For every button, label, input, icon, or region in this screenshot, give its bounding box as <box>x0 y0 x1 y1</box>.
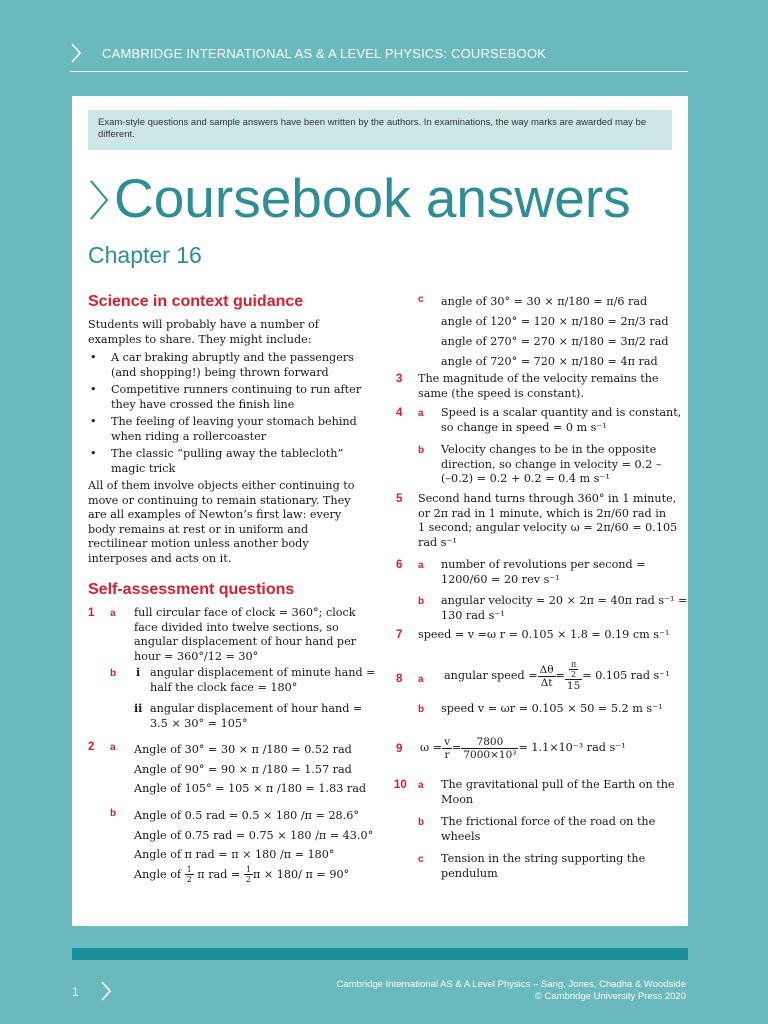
part-label: a <box>418 674 424 685</box>
part-label: b <box>110 808 117 819</box>
part-label: a <box>110 608 116 619</box>
answer-line: angular displacement of hour hand = <box>150 702 363 715</box>
answer-line: angle of 30° = 30 × π/180 = π/6 rad <box>441 295 648 308</box>
answer-line: Second hand turns through 360° in 1 minute, <box>418 492 677 505</box>
page-title-text: Coursebook answers <box>114 167 631 229</box>
chevron-right-icon <box>70 42 82 64</box>
equation-text: = <box>452 740 462 754</box>
numerator: 7800 <box>461 736 518 749</box>
numerator: 1 <box>186 865 192 874</box>
answer-line: 1200/60 = 20 rev s⁻¹ <box>441 572 560 586</box>
question-number: 10 <box>394 779 407 791</box>
question-number: 4 <box>396 407 403 419</box>
numerator: v <box>444 735 450 748</box>
right-column <box>392 292 688 888</box>
answer-line: The gravitational pull of the Earth on the <box>441 778 675 791</box>
question-8 <box>392 650 682 720</box>
list-item-text: The classic “pulling away the tablecloth” magic trick <box>111 447 344 475</box>
numerator: Δθ <box>539 663 554 676</box>
bullet-icon: • <box>90 415 97 428</box>
question-3 <box>392 372 682 406</box>
footer-credits <box>337 979 686 1003</box>
part-label: a <box>418 780 424 791</box>
answer-line: 3.5 × 30° = 105° <box>150 716 248 730</box>
running-header <box>0 0 768 80</box>
footer-copyright: © Cambridge University Press 2020 <box>534 991 686 1002</box>
fraction <box>569 660 578 679</box>
science-context-intro: Students will probably have a number of examples to share. They might include: <box>88 318 319 346</box>
part-label: c <box>418 854 424 865</box>
question-9 <box>392 720 682 764</box>
denominator: 2 <box>245 875 251 884</box>
list-item-text: A car braking abruptly and the passengers (and shopping!) being thrown forward <box>111 351 354 379</box>
fraction <box>185 865 194 884</box>
denominator: Δt <box>540 676 553 689</box>
denominator: 7000×10³ <box>463 748 517 761</box>
part-label: b <box>418 445 425 456</box>
answer-line: angle of 720° = 720 × π/180 = 4π rad <box>441 355 658 368</box>
fraction <box>244 865 253 884</box>
book-title: CAMBRIDGE INTERNATIONAL AS & A LEVEL PHYSICS: COURSEBOOK <box>102 46 547 61</box>
question-number: 6 <box>396 559 403 571</box>
answer-line: speed = v =ω r = 0.105 × 1.8 = 0.19 cm s⁻¹ <box>418 628 670 641</box>
chevron-right-icon[interactable] <box>100 980 112 1002</box>
equation <box>420 732 626 764</box>
denominator: 15 <box>566 680 581 692</box>
answer-line: face divided into twelve sections, so <box>134 620 339 634</box>
question-number: 2 <box>88 741 95 753</box>
fraction <box>538 664 556 689</box>
answer-line: Moon <box>441 792 474 806</box>
answer-line: direction, so change in velocity = 0.2 – <box>441 457 662 471</box>
fraction <box>442 736 452 761</box>
answer-line: Angle of 90° = 90 × π /180 = 1.57 rad <box>134 762 352 776</box>
answer-line: angular displacement of minute hand = <box>150 666 376 679</box>
equation-text: ω = <box>420 740 443 754</box>
part-label: b <box>110 668 117 679</box>
chevron-right-icon <box>88 175 110 225</box>
part-label: c <box>418 294 424 305</box>
answer-line: The magnitude of the velocity remains the <box>418 372 659 385</box>
text-run: π rad = <box>193 867 244 881</box>
bullet-icon: • <box>90 351 97 364</box>
part-label: a <box>418 560 424 571</box>
question-number: 3 <box>396 373 403 385</box>
part-label: a <box>110 742 116 753</box>
numerator: 1 <box>245 865 251 874</box>
list-item <box>88 447 368 476</box>
text-run: Angle of <box>134 867 185 881</box>
list-item <box>88 415 368 444</box>
header-rule <box>70 71 688 72</box>
equation-text: = 0.105 rad s⁻¹ <box>582 668 670 682</box>
question-6 <box>392 558 688 628</box>
question-number: 7 <box>396 629 403 641</box>
numerator <box>565 660 582 680</box>
fraction <box>565 660 582 692</box>
subpart-label: ii <box>134 702 143 715</box>
answer-line: half the clock face = 180° <box>150 680 298 694</box>
list-item-text: The feeling of leaving your stomach behind when riding a rollercoaster <box>111 415 357 443</box>
answer-line: wheels <box>441 829 481 843</box>
example-list <box>88 351 368 476</box>
question-4 <box>392 406 682 492</box>
bullet-icon: • <box>90 383 97 396</box>
footer-authors: Cambridge International AS & A Level Physics – Sang, Jones, Chadha & Woodside <box>336 979 686 990</box>
page-number: 1 <box>72 985 79 999</box>
answer-line: rad s⁻¹ <box>418 535 457 549</box>
equation-text: = 1.1×10⁻³ rad s⁻¹ <box>518 740 626 754</box>
numerator: π <box>570 660 577 669</box>
answer-line: Tension in the string supporting the <box>441 852 646 865</box>
answer-line: Angle of 0.75 rad = 0.75 × 180 /π = 43.0° <box>134 828 374 842</box>
bullet-icon: • <box>90 447 97 460</box>
answer-line: hour = 360°/12 = 30° <box>134 649 259 663</box>
equation <box>444 656 670 696</box>
list-item <box>88 351 368 380</box>
part-label: b <box>418 704 425 715</box>
exam-note: Exam-style questions and sample answers have been written by the authors. In examinations, the way marks are awarded may be different. <box>88 110 672 150</box>
question-2 <box>88 740 374 884</box>
left-column <box>88 292 376 884</box>
answer-line: angle of 270° = 270 × π/180 = 3π/2 rad <box>441 335 669 348</box>
list-item <box>88 383 368 412</box>
footer-band <box>72 948 688 960</box>
denominator: r <box>444 748 450 761</box>
equation-text: angular speed = <box>444 668 538 682</box>
question-number: 1 <box>88 607 95 619</box>
answer-line: angle of 120° = 120 × π/180 = 2π/3 rad <box>441 315 669 328</box>
answer-line: angular displacement of hour hand per <box>134 635 357 648</box>
denominator: 2 <box>571 670 577 679</box>
subpart-label: i <box>136 666 141 679</box>
answer-line: pendulum <box>441 866 498 880</box>
answer-line <box>134 865 373 885</box>
answer-line: Speed is a scalar quantity and is constant, <box>441 406 682 419</box>
fraction <box>461 736 518 761</box>
answer-line: Angle of π rad = π × 180 /π = 180° <box>134 848 335 861</box>
part-label: b <box>418 596 425 607</box>
answer-line: 130 rad s⁻¹ <box>441 608 505 622</box>
question-5 <box>392 492 682 558</box>
science-context-closing: All of them involve objects either continuing to move or continuing to remain stationary. They are all examples of Newton’s first law: every body remains at rest or in uniform and rectilinear motion unless another body interposes and acts on it. <box>88 479 355 565</box>
question-10 <box>392 778 682 888</box>
answer-line: angular velocity = 20 × 2π = 40π rad s⁻¹ = <box>441 594 688 607</box>
answer-line: (–0.2) = 0.2 + 0.2 = 0.4 m s⁻¹ <box>441 472 610 485</box>
question-number: 9 <box>396 743 403 755</box>
answer-line: so change in speed = 0 m s⁻¹ <box>441 420 607 434</box>
page-title <box>88 166 631 230</box>
answer-line: speed v = ωr = 0.105 × 50 = 5.2 m s⁻¹ <box>441 702 663 715</box>
question-7 <box>392 628 682 650</box>
answer-line: Velocity changes to be in the opposite <box>441 443 657 456</box>
answer-line: same (the speed is constant). <box>418 386 584 400</box>
question-number: 8 <box>396 673 403 685</box>
answer-line: full circular face of clock = 360°; clock <box>134 606 356 619</box>
question-number: 5 <box>396 493 403 505</box>
answer-line: 1 second; angular velocity ω = 2π/60 = 0.105 <box>418 521 678 534</box>
text-run: π × 180/ π = 90° <box>252 867 350 881</box>
part-label: a <box>418 408 424 419</box>
denominator: 2 <box>186 875 192 884</box>
science-context-heading: Science in context guidance <box>88 293 304 310</box>
answer-line: or 2π rad in 1 minute, which is 2π/60 rad in <box>418 506 667 520</box>
answer-page <box>72 96 688 926</box>
part-label: b <box>418 817 425 828</box>
question-1 <box>88 606 376 740</box>
answer-line: The frictional force of the road on the <box>441 815 656 828</box>
answer-line: number of revolutions per second = <box>441 558 646 571</box>
self-assessment-heading: Self-assessment questions <box>88 581 295 598</box>
answer-line: Angle of 105° = 105 × π /180 = 1.83 rad <box>134 782 367 795</box>
answer-line: Angle of 30° = 30 × π /180 = 0.52 rad <box>134 743 352 756</box>
equation-text: = <box>555 668 565 682</box>
question-2-c <box>392 292 682 372</box>
answer-line: Angle of 0.5 rad = 0.5 × 180 /π = 28.6° <box>134 809 359 822</box>
chapter-heading: Chapter 16 <box>88 242 202 268</box>
list-item-text: Competitive runners continuing to run after they have crossed the finish line <box>111 383 362 411</box>
